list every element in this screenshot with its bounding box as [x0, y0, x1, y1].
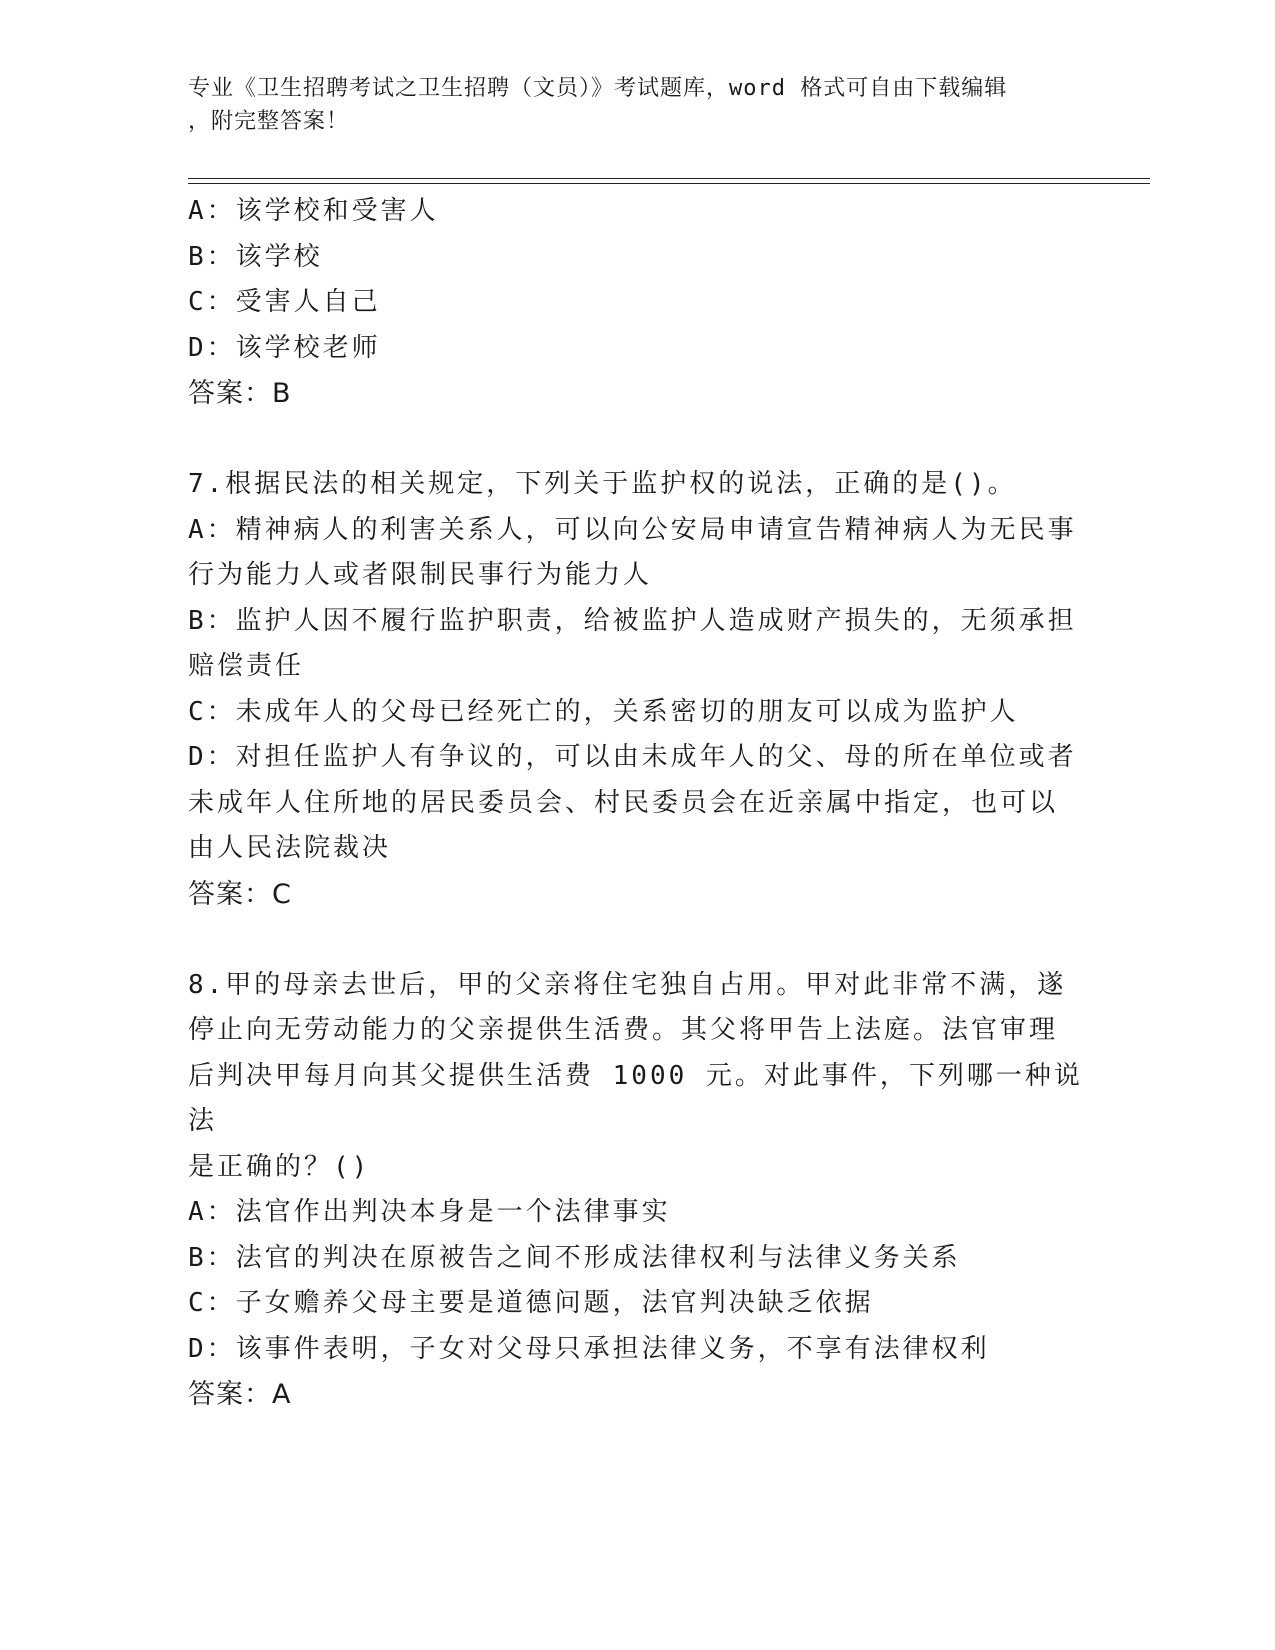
question-7-option-b-line-2: 赔偿责任	[188, 651, 305, 681]
question-7-stem: 7.根据民法的相关规定，下列关于监护权的说法，正确的是()。	[188, 469, 1017, 499]
header-divider	[188, 178, 1150, 184]
question-7-block	[188, 462, 1088, 917]
header-line-2: ，附完整答案！	[188, 109, 350, 134]
header-line-1: 专业《卫生招聘考试之卫生招聘（文员）》考试题库，word 格式可自由下载编辑	[188, 76, 1008, 101]
question-7-option-c: C：未成年人的父母已经死亡的，关系密切的朋友可以成为监护人	[188, 696, 1019, 727]
question-7-option-a-line-2: 行为能力人或者限制民事行为能力人	[188, 560, 653, 590]
question-6-answer: 答案：B	[188, 378, 292, 409]
spacer	[188, 417, 1088, 463]
question-7-option-b-line-1: B：监护人因不履行监护职责，给被监护人造成财产损失的，无须承担	[188, 605, 1077, 636]
question-7-option-d-line-1: D：对担任监护人有争议的，可以由未成年人的父、母的所在单位或者	[188, 742, 1077, 772]
document-header	[188, 72, 1078, 138]
question-7-option-a-line-1: A：精神病人的利害关系人，可以向公安局申请宣告精神病人为无民事	[188, 514, 1077, 545]
question-8-stem-line-2: 停止向无劳动能力的父亲提供生活费。其父将甲告上法庭。法官审理	[188, 1015, 1059, 1045]
question-7-option-d-line-3: 由人民法院裁决	[188, 833, 392, 863]
question-6-block	[188, 189, 1088, 417]
question-8-stem-line-4: 是正确的？()	[188, 1151, 371, 1182]
question-8-answer: 答案：A	[188, 1379, 292, 1410]
question-6-option-a: A：该学校和受害人	[188, 196, 439, 226]
question-6-option-c: C：受害人自己	[188, 287, 381, 317]
question-8-block	[188, 963, 1088, 1418]
question-content	[188, 189, 1088, 1418]
question-8-stem-line-3: 后判决甲每月向其父提供生活费 1000 元。对此事件，下列哪一种说法	[188, 1060, 1083, 1136]
question-7-answer: 答案：C	[188, 878, 292, 910]
question-8-option-d: D：该事件表明，子女对父母只承担法律义务，不享有法律权利	[188, 1333, 990, 1364]
question-6-option-b: B：该学校	[188, 241, 323, 272]
question-8-option-c: C：子女赡养父母主要是道德问题，法官判决缺乏依据	[188, 1288, 874, 1318]
question-6-option-d: D：该学校老师	[188, 332, 381, 363]
question-8-option-a: A：法官作出判决本身是一个法律事实	[188, 1197, 671, 1227]
spacer	[188, 917, 1088, 963]
question-7-option-d-line-2: 未成年人住所地的居民委员会、村民委员会在近亲属中指定，也可以	[188, 787, 1059, 818]
question-8-stem-line-1: 8.甲的母亲去世后，甲的父亲将住宅独自占用。甲对此非常不满，遂	[188, 969, 1067, 1000]
question-8-option-b: B：法官的判决在原被告之间不形成法律权利与法律义务关系	[188, 1242, 961, 1273]
